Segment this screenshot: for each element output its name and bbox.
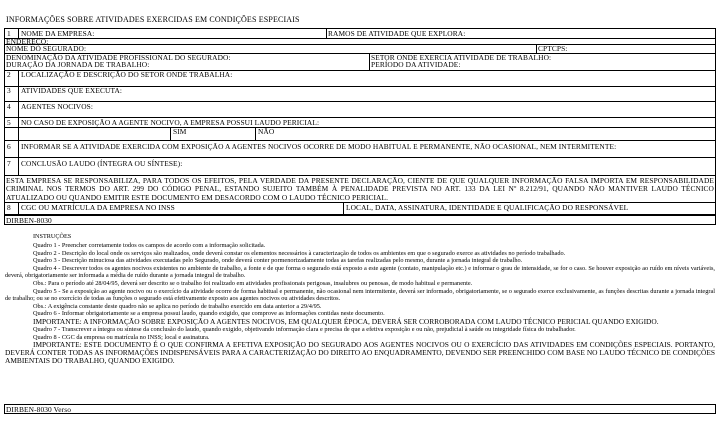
activity-branch-label: RAMOS DE ATIVIDADE QUE EXPLORA: <box>328 29 466 38</box>
field-7-number: 7 <box>7 159 11 168</box>
instruction-important-1: IMPORTANTE: A INFORMAÇÃO SOBRE EXPOSIÇÃO A AGENTES NOCIVOS, EM QUALQUER ÉPOCA, DEVERÁ SER CORROBORADA COM LAUDO TÉCNICO PERICIAL QUANDO EXIGIDO. <box>33 316 659 326</box>
professional-activity-label: DENOMINAÇÃO DA ATIVIDADE PROFISSIONAL DO SEGURADO: <box>6 53 231 62</box>
company-cgc-label: CGC OU MATRÍCULA DA EMPRESA NO INSS <box>21 203 175 212</box>
form-title: INFORMAÇÕES SOBRE ATIVIDADES EXERCIDAS EM CONDIÇÕES ESPECIAIS <box>6 15 300 24</box>
instruction-important-2: IMPORTANTE: ESTE DOCUMENTO É O QUE CONFIRMA A EFETIVA EXPOSIÇÃO DO SEGURADO AOS AGENTES NOCIVOS OU O EXERCÍCIO DAS ATIVIDADES EM CONDIÇÕES ESPECIAIS. PORTANTO, DEVERÁ CONTER TODAS AS INFORMAÇÕES INDISPENSÁVEIS PARA A CARACTERIZAÇÃO DO DIREITO AO ENQUADRAMENTO, DEVENDO SER PREENCHIDO COM BASE NO LAUDO TÉCNICO DE CONDIÇÕES AMBIENTAIS DO TRABALHO, QUANDO EXIGIDO. <box>5 340 715 366</box>
instruction-q1: Quadro 1 - Preencher corretamente todos os campos de acordo com a informação solicitada. <box>33 242 266 249</box>
instructions-heading: INSTRUÇÕES <box>33 233 72 240</box>
signature-label: LOCAL, DATA, ASSINATURA, IDENTIDADE E QUALIFICAÇÃO DO RESPONSÁVEL <box>346 203 629 212</box>
form-code: DIRBEN-8030 <box>6 216 52 225</box>
address-label: ENDEREÇO: <box>6 37 49 46</box>
field-2-number: 2 <box>7 70 11 79</box>
work-duration-label: DURAÇÃO DA JORNADA DE TRABALHO: <box>6 60 150 69</box>
no-option[interactable]: NÃO <box>258 127 275 136</box>
yes-option[interactable]: SIM <box>173 127 187 136</box>
responsibility-declaration: ESTA EMPRESA SE RESPONSABILIZA, PARA TODOS OS EFEITOS, PELA VERDADE DA PRESENTE DECLARAÇÃO, CIENTE DE QUE QUALQUER INFORMAÇÃO FALSA IMPORTA EM RESPONSABILIDADE CRIMINAL NOS TERMOS DO ART. 299 DO CÓDIGO PENAL, ESTANDO SUJEITO TAMBÉM À PENALIDADE PREVISTA NO ART. 133 DA LEI Nº 8.212/91, QUANDO NÃO MANTIVER LAUDO TÉCNICO ATUALIZADO OU QUANDO EMITIR ESTE DOCUMENTO EM DESACORDO COM O LAUDO TÉCNICO PERICIAL. <box>6 176 714 202</box>
instruction-q2: Quadro 2 - Descrição do local onde os serviços são realizados, onde deverá constar os elementos necessários à caracterização de todos os ambientes em que o segurado exerce as atividades no período trabalhado. <box>33 249 566 257</box>
field-6-number: 6 <box>7 142 11 151</box>
instruction-q5: Quadro 5 - Se a exposição ao agente nocivo ou o exercício da atividade ocorre de forma habitual e permanente, não ocasional nem intermitente, deverá ser informado, obrigatoriamente, se o segurado exerce exclusivamente, as funções descritas durante a jornada integral de trabalho; ou se no exercício de todas as funções o segurado está efetivamente exposto aos agentes nocivos ou atividades descritos. <box>5 287 715 303</box>
instruction-q8: Quadro 8 - CGC da empresa ou matrícula no INSS; local e assinatura. <box>33 333 210 341</box>
field-8-number: 8 <box>7 203 11 212</box>
verso-code: DIRBEN-8030 Verso <box>6 405 71 414</box>
field-3-number: 3 <box>7 86 11 95</box>
work-sector-label: SETOR ONDE EXERCIA ATIVIDADE DE TRABALHO: <box>371 53 552 62</box>
field-1-number: 1 <box>7 29 11 38</box>
field-5-number: 5 <box>7 118 11 127</box>
sector-location-label: LOCALIZAÇÃO E DESCRIÇÃO DO SETOR ONDE TRABALHA: <box>21 70 233 79</box>
report-conclusion-label: CONCLUSÃO LAUDO (ÍNTEGRA OU SÍNTESE): <box>21 159 183 168</box>
company-name-label: NOME DA EMPRESA: <box>21 29 95 38</box>
harmful-agents-label: AGENTES NOCIVOS: <box>21 102 94 111</box>
insured-name-label: NOME DO SEGURADO: <box>6 44 87 53</box>
field-4-number: 4 <box>7 102 11 111</box>
exposure-mode-label: INFORMAR SE A ATIVIDADE EXERCIDA COM EXPOSIÇÃO A AGENTES NOCIVOS OCORRE DE MODO HABITUAL E PERMANENTE, NÃO OCASIONAL, NEM INTERMITENTE: <box>21 142 617 151</box>
verso-code-box <box>4 404 716 414</box>
activities-label: ATIVIDADES QUE EXECUTA: <box>21 86 123 95</box>
instructions-body <box>5 242 715 365</box>
instruction-obs2: Obs.: A exigência constante deste quadro não se aplica no período de trabalho exercido em data anterior a 29/4/95. <box>33 302 322 310</box>
instruction-obs1: Obs.: Para o período até 28/04/95, deverá ser descrito se o trabalho foi realizado em atividades profissionais perigosas, insalubres ou penosas, de modo habitual e permanente. <box>33 279 473 287</box>
form-code-box <box>4 215 716 225</box>
instruction-q6: Quadro 6 - Informar obrigatoriamente se a empresa possui laudo, quando exigido, que comprove as informações contidas neste documento. <box>33 310 385 318</box>
expert-report-question: NO CASO DE EXPOSIÇÃO A AGENTE NOCIVO, A EMPRESA POSSUI LAUDO PERICIAL: <box>21 118 320 127</box>
activity-period-label: PERÍODO DA ATIVIDADE: <box>371 60 461 69</box>
ctps-label: CPTCPS: <box>538 44 568 53</box>
instruction-q3: Quadro 3 - Descrição minuciosa das atividades executadas pelo Segurado, onde deverá conter pormenorizadamente todas as tarefas realizadas pelo mesmo, durante a jornada integral de trabalho. <box>33 257 523 265</box>
instruction-q4: Quadro 4 - Descrever todos os agentes nocivos existentes no ambiente de trabalho, a fonte e de que forma o segurado está exposto a este agente (contato, manipulação etc.) e informar o grau de intensidade, se for o caso. Se houver exposição ao ruído em níveis variáveis, deverá, obrigatoriamente ser informada a média de ruído durante a jornada integral de trabalho. <box>5 264 715 280</box>
instruction-q7: Quadro 7 - Transcrever a íntegra ou síntese da conclusão do laudo, quando exigido, objetivando informação clara e precisa de que a efetiva exposição e ou não, prejudicial à saúde ou integridade física do trabalhador. <box>33 325 576 333</box>
